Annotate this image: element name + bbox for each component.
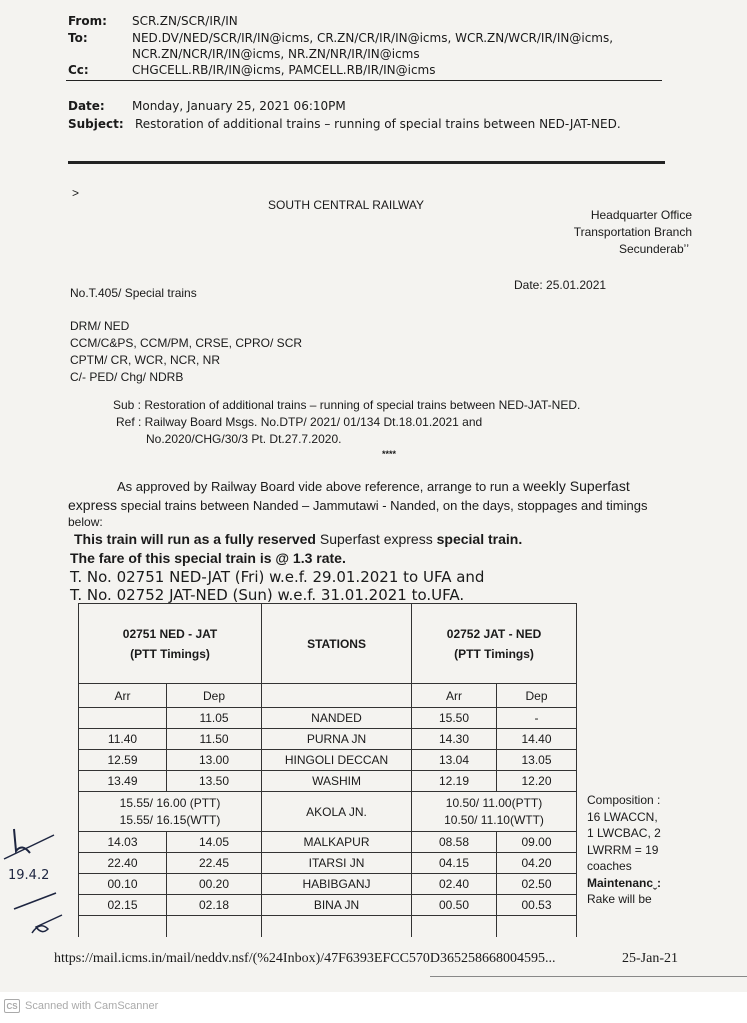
recipient: CPTM/ CR, WCR, NCR, NR <box>70 353 220 367</box>
organization-name: SOUTH CENTRAL RAILWAY <box>268 198 425 212</box>
akola-left-wtt: 15.55/ 16.15(WTT) <box>119 812 221 827</box>
recipient: C/- PED/ Chg/ NDRB <box>70 370 184 384</box>
dep-02751: 13.00 <box>167 750 262 771</box>
arr-02752: 04.15 <box>412 853 497 874</box>
quote-marker: > <box>72 186 80 200</box>
akola-right-wtt: 10.50/ 11.10(WTT) <box>444 812 544 827</box>
dep-02751: 14.05 <box>167 832 262 853</box>
reserved-bold-end: special train. <box>436 531 523 547</box>
station-name: WASHIM <box>262 771 412 792</box>
table-row <box>79 874 577 895</box>
dep-02752: 13.05 <box>497 750 577 771</box>
para-text: special trains between Nanded – Jammutawi - Nanded, on the days, stoppages and timings <box>117 498 648 513</box>
subject-line: Sub : Restoration of additional trains – running of special trains between NED-JAT-NED. <box>113 398 581 412</box>
table-row <box>79 832 577 853</box>
station-name: NANDED <box>262 708 412 729</box>
footer-date: 25-Jan-21 <box>622 951 678 966</box>
separator-stars: **** <box>382 449 397 459</box>
station-name: MALKAPUR <box>262 832 412 853</box>
dep-02752: - <box>497 708 577 729</box>
arr-02751: 12.59 <box>79 750 167 771</box>
composition-line: coaches <box>587 859 632 873</box>
cc-value: CHGCELL.RB/IR/IN@icms, PAMCELL.RB/IR/IN@icms <box>132 63 436 77</box>
composition-line: 16 LWACCN, <box>587 809 658 824</box>
dep-02751: 02.18 <box>167 895 262 916</box>
sub-dep-left: Dep <box>167 684 262 708</box>
para-text: As approved by Railway Board vide above reference, arrange to run a <box>117 479 524 494</box>
recipient: CCM/C&PS, CCM/PM, CRSE, CPRO/ SCR <box>70 336 303 350</box>
timetable <box>78 603 577 937</box>
arr-02751: 11.40 <box>79 729 167 750</box>
akola-02751-times <box>79 792 262 832</box>
header-02751 <box>79 604 262 684</box>
sub-arr-left: Arr <box>79 684 167 708</box>
dep-02752: 09.00 <box>497 832 577 853</box>
arr-02752: 15.50 <box>412 708 497 729</box>
arr-02752: 00.50 <box>412 895 497 916</box>
reserved-normal: Superfast express <box>315 531 437 547</box>
composition-line: Rake will be <box>587 892 652 906</box>
camscanner-text: Scanned with CamScanner <box>25 1000 159 1012</box>
para-text-large: weekly Superfast <box>523 478 630 494</box>
to-label: To: <box>68 31 88 45</box>
table-row <box>79 729 577 750</box>
composition-line: LWRRM = 19 <box>587 842 659 857</box>
reserved-notice <box>74 531 522 548</box>
para-line1 <box>117 478 630 495</box>
arr-02752: 12.19 <box>412 771 497 792</box>
arr-02751: 00.10 <box>79 874 167 895</box>
cc-label: Cc: <box>68 63 89 77</box>
letter-date: Date: 25.01.2021 <box>514 278 607 292</box>
header-divider <box>66 80 662 81</box>
office-line1: Headquarter Office <box>590 208 692 222</box>
office-line2: Transportation Branch <box>573 225 692 239</box>
dep-02751: 11.50 <box>167 729 262 750</box>
empty-cell <box>497 916 577 937</box>
arr-02751: 22.40 <box>79 853 167 874</box>
table-row <box>79 708 577 729</box>
sub-dep-right: Dep <box>497 684 577 708</box>
camscanner-logo-icon: CS <box>4 999 20 1013</box>
dep-02751: 11.05 <box>167 708 262 729</box>
empty-cell <box>262 916 412 937</box>
arr-02752: 08.58 <box>412 832 497 853</box>
to-value-line2: NCR.ZN/NCR/IR/IN@icms, NR.ZN/NR/IR/IN@icms <box>132 47 420 61</box>
arr-02751: 02.15 <box>79 895 167 916</box>
dep-02751: 22.45 <box>167 853 262 874</box>
para-line3: below: <box>68 515 103 529</box>
arr-02752: 13.04 <box>412 750 497 771</box>
empty-cell <box>167 916 262 937</box>
arr-02751: 14.03 <box>79 832 167 853</box>
table-row <box>79 853 577 874</box>
arr-02752: 14.30 <box>412 729 497 750</box>
header-left-line1: 02751 NED - JAT <box>122 626 218 641</box>
para-text-large: express <box>68 497 118 513</box>
date-label: Date: <box>68 99 105 113</box>
empty-cell <box>79 916 167 937</box>
train-line2: T. No. 02752 JAT-NED (Sun) w.e.f. 31.01.2021 to.UFA. <box>70 586 465 604</box>
date-value: Monday, January 25, 2021 06:10PM <box>132 99 346 113</box>
table-row-empty <box>79 916 577 937</box>
dep-02751: 13.50 <box>167 771 262 792</box>
recipient: DRM/ NED <box>70 319 130 333</box>
header-stations: STATIONS <box>262 604 412 684</box>
ref-line1: Ref : Railway Board Msgs. No.DTP/ 2021/ 01/134 Dt.18.01.2021 and <box>116 415 483 429</box>
camscanner-watermark <box>4 999 158 1013</box>
reference-number: No.T.405/ Special trains <box>70 286 197 300</box>
akola-left-ptt: 15.55/ 16.00 (PTT) <box>119 795 221 810</box>
header-left-line2: (PTT Timings) <box>130 646 210 661</box>
station-name: BINA JN <box>262 895 412 916</box>
footer-url-link[interactable]: https://mail.icms.in/mail/neddv.nsf/(%24Inbox)/47F6393EFCC570D365258668004595... <box>54 951 556 966</box>
composition-line: 1 LWCBAC, 2 <box>587 826 661 840</box>
station-name: AKOLA JN. <box>262 792 412 832</box>
empty-cell <box>412 916 497 937</box>
composition-note <box>587 792 661 908</box>
office-line3: Secunderabʼʼ <box>618 242 689 256</box>
dep-02752: 02.50 <box>497 874 577 895</box>
from-value: SCR.ZN/SCR/IR/IN <box>132 14 238 28</box>
table-row-akola <box>79 792 577 832</box>
dep-02752: 04.20 <box>497 853 577 874</box>
subject-label: Subject: <box>68 117 124 131</box>
header-02752 <box>412 604 577 684</box>
handwritten-annotation: 19.4.2 <box>8 868 50 883</box>
ref-line2: No.2020/CHG/30/3 Pt. Dt.27.7.2020. <box>146 432 342 446</box>
recipients-list <box>70 318 302 386</box>
to-value-line1: NED.DV/NED/SCR/IR/IN@icms, CR.ZN/CR/IR/IN@icms, WCR.ZN/WCR/IR/IN@icms, <box>132 31 614 45</box>
fare-notice: The fare of this special train is @ 1.3 rate. <box>70 550 346 566</box>
dep-02752: 00.53 <box>497 895 577 916</box>
sub-station <box>262 684 412 708</box>
akola-right-ptt: 10.50/ 11.00(PTT) <box>445 795 543 810</box>
header-right-line1: 02752 JAT - NED <box>446 626 542 641</box>
table-row <box>79 771 577 792</box>
subject-value: Restoration of additional trains – running of special trains between NED-JAT-NED. <box>135 117 621 131</box>
sub-arr-right: Arr <box>412 684 497 708</box>
dep-02752: 12.20 <box>497 771 577 792</box>
composition-line: Composition : <box>587 793 661 807</box>
station-name: ITARSI JN <box>262 853 412 874</box>
arr-02752: 02.40 <box>412 874 497 895</box>
akola-02752-times <box>412 792 577 832</box>
from-label: From: <box>68 14 107 28</box>
header-thick-divider <box>68 161 665 164</box>
station-name: HABIBGANJ <box>262 874 412 895</box>
dep-02751: 00.20 <box>167 874 262 895</box>
arr-02751: 13.49 <box>79 771 167 792</box>
train-line1: T. No. 02751 NED-JAT (Fri) w.e.f. 29.01.2021 to UFA and <box>70 568 485 586</box>
header-right-line2: (PTT Timings) <box>454 646 534 661</box>
dep-02752: 14.40 <box>497 729 577 750</box>
page-edge-line <box>430 976 747 977</box>
table-row <box>79 895 577 916</box>
para-line2 <box>68 497 647 514</box>
station-name: HINGOLI DECCAN <box>262 750 412 771</box>
reserved-bold: This train will run as a fully reserved <box>74 531 316 547</box>
table-row <box>79 750 577 771</box>
maintenance-label: Maintenancˬ: <box>587 875 662 890</box>
station-name: PURNA JN <box>262 729 412 750</box>
arr-02751 <box>79 708 167 729</box>
